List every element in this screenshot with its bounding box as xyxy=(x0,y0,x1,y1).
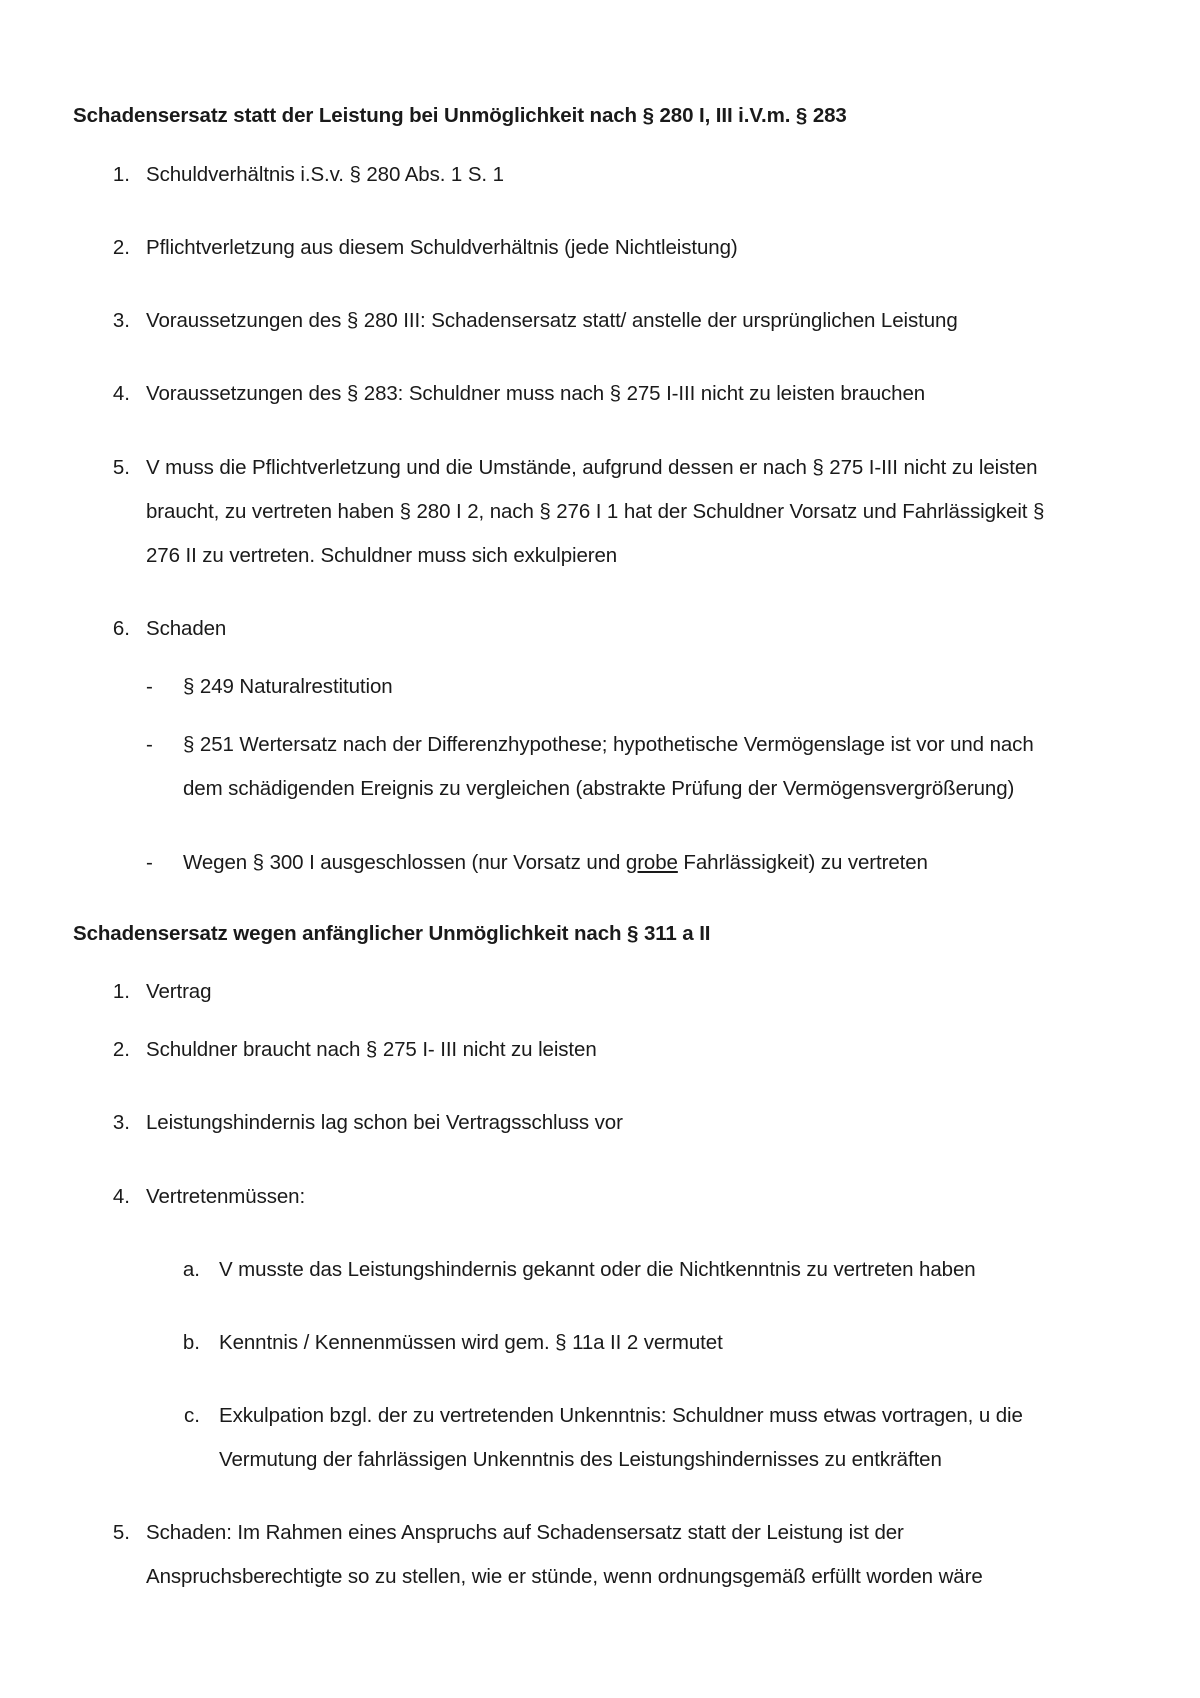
list-text: Schaden xyxy=(146,617,227,640)
list-text: Vertretenmüssen: xyxy=(146,1185,306,1208)
list-text: § 251 Wertersatz nach der Differenzhypothese; hypothetische Vermögenslage ist vor und nach xyxy=(183,733,1034,756)
list-marker: b. xyxy=(182,1331,200,1354)
list-marker: c. xyxy=(184,1404,200,1427)
section2-heading: Schadensersatz wegen anfänglicher Unmöglichkeit nach § 311 a II xyxy=(73,922,711,945)
list-marker: 5. xyxy=(112,456,130,479)
list-marker: - xyxy=(146,851,153,874)
list-marker: 2. xyxy=(112,236,130,259)
list-text: Pflichtverletzung aus diesem Schuldverhältnis (jede Nichtleistung) xyxy=(146,236,738,259)
list-marker: 1. xyxy=(112,163,130,186)
text-run: Wegen § 300 I ausgeschlossen (nur Vorsatz und xyxy=(183,851,626,874)
list-text: Exkulpation bzgl. der zu vertretenden Unkenntnis: Schuldner muss etwas vortragen, u die xyxy=(219,1404,1023,1427)
list-text: Anspruchsberechtigte so zu stellen, wie er stünde, wenn ordnungsgemäß erfüllt worden wäre xyxy=(146,1565,983,1588)
list-text: Schuldner braucht nach § 275 I- III nicht zu leisten xyxy=(146,1038,597,1061)
list-text: Leistungshindernis lag schon bei Vertragsschluss vor xyxy=(146,1111,623,1134)
section1-heading: Schadensersatz statt der Leistung bei Unmöglichkeit nach § 280 I, III i.V.m. § 283 xyxy=(73,104,847,127)
list-text xyxy=(183,851,928,875)
list-text: dem schädigenden Ereignis zu vergleichen (abstrakte Prüfung der Vermögensvergrößerung) xyxy=(183,777,1015,800)
list-text: Vermutung der fahrlässigen Unkenntnis des Leistungshindernisses zu entkräften xyxy=(219,1448,942,1471)
text-run: Fahrlässigkeit) zu vertreten xyxy=(677,851,928,874)
list-marker: - xyxy=(146,733,153,756)
list-marker: a. xyxy=(182,1258,200,1281)
list-marker: 6. xyxy=(112,617,130,640)
list-text: Schaden: Im Rahmen eines Anspruchs auf Schadensersatz statt der Leistung ist der xyxy=(146,1521,904,1544)
list-marker: 3. xyxy=(112,309,130,332)
list-marker: 3. xyxy=(112,1111,130,1134)
list-marker: 1. xyxy=(112,980,130,1003)
list-marker: 5. xyxy=(112,1521,130,1544)
list-text: 276 II zu vertreten. Schuldner muss sich exkulpieren xyxy=(146,544,618,567)
list-text: Schuldverhältnis i.S.v. § 280 Abs. 1 S. 1 xyxy=(146,163,504,186)
list-marker: 4. xyxy=(112,382,130,405)
list-text: V muss die Pflichtverletzung und die Umstände, aufgrund dessen er nach § 275 I-III nicht zu leisten xyxy=(146,456,1038,479)
list-text: braucht, zu vertreten haben § 280 I 2, nach § 276 I 1 hat der Schuldner Vorsatz und Fahrlässigkeit § xyxy=(146,500,1045,523)
list-marker: 2. xyxy=(112,1038,130,1061)
list-marker: 4. xyxy=(112,1185,130,1208)
list-text: Vertrag xyxy=(146,980,212,1003)
list-text: V musste das Leistungshindernis gekannt oder die Nichtkenntnis zu vertreten haben xyxy=(219,1258,976,1281)
underlined-text: grobe xyxy=(625,851,678,874)
list-marker: - xyxy=(146,675,153,698)
list-text: Voraussetzungen des § 280 III: Schadensersatz statt/ anstelle der ursprünglichen Leistung xyxy=(146,309,958,332)
list-text: § 249 Naturalrestitution xyxy=(183,675,393,698)
list-text: Kenntnis / Kennenmüssen wird gem. § 11a II 2 vermutet xyxy=(219,1331,723,1354)
list-text: Voraussetzungen des § 283: Schuldner muss nach § 275 I-III nicht zu leisten brauchen xyxy=(146,382,926,405)
